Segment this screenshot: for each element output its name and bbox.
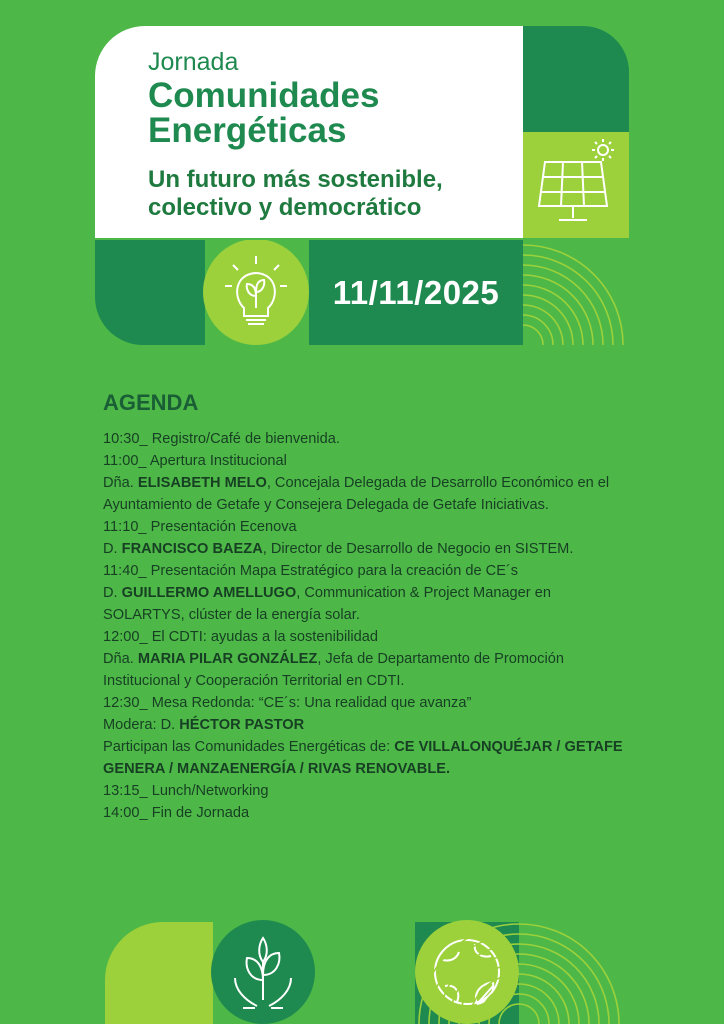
footer-decoration [105,920,625,1024]
agenda-item-text: Lunch/Networking [151,783,269,799]
agenda-item [103,472,623,516]
event-title-line2: Energéticas [148,111,347,150]
agenda-item-text: Apertura Institucional [149,453,287,469]
event-title-line1: Comunidades [148,76,380,115]
agenda-item-time: 12:00_ [103,629,148,645]
agenda-item-prefix: D. [103,585,118,601]
event-subtitle-line2: colectivo y democrático [148,194,422,221]
agenda-item-time: 11:40_ [103,563,147,579]
agenda-item [103,428,623,450]
agenda-item [103,626,623,648]
agenda-item-prefix: Participan las Comunidades Energéticas de: [103,739,391,755]
agenda-item [103,714,623,736]
agenda-item-time: 13:15_ [103,783,148,799]
agenda-item [103,802,623,824]
agenda-item [103,450,623,472]
agenda-item-text: Presentación Mapa Estratégico para la creación de CE´s [150,563,519,579]
agenda-item [103,582,623,626]
solar-panel-tile [523,132,629,238]
agenda-item-name: MARIA PILAR GONZÁLEZ [137,651,318,667]
event-subtitle [148,166,508,222]
agenda-item [103,648,623,692]
agenda-item-time: 10:30_ [103,431,148,447]
header-left-block [95,240,205,345]
agenda-item-text: , Concejala Delegada de Desarrollo Económico en el Ayuntamiento de Getafe y Consejera Delegada de Getafe Iniciativas. [103,475,610,513]
agenda-item [103,692,623,714]
agenda-item-time: 11:00_ [103,453,147,469]
agenda-item-prefix: Dña. [103,475,134,491]
lightbulb-tile [203,240,309,345]
solar-panel-icon [523,132,629,238]
agenda-item-text: , Communication & Project Manager en SOLARTYS, clúster de la energía solar. [103,585,551,623]
agenda-item-name: GUILLERMO AMELLUGO [121,585,297,601]
agenda-item-text: , Jefa de Departamento de Promoción Institucional y Cooperación Territorial en CDTI. [103,651,564,689]
agenda-item-prefix: Dña. [103,651,134,667]
agenda-title: AGENDA [103,390,199,415]
agenda-item-text: Fin de Jornada [151,805,250,821]
event-subtitle-line1: Un futuro más sostenible, [148,166,443,193]
agenda-item-time: 12:30_ [103,695,148,711]
agenda-item-text: Registro/Café de bienvenida. [151,431,340,447]
agenda-item-time: 11:10_ [103,519,147,535]
agenda-item [103,538,623,560]
event-date: 11/11/2025 [332,273,500,311]
agenda-item-text: , Director de Desarrollo de Negocio en SISTEM. [262,541,574,557]
agenda-list [103,428,623,824]
agenda-item-name: ELISABETH MELO [137,475,267,491]
agenda-item-text: Presentación Ecenova [150,519,297,535]
agenda-item-time: 14:00_ [103,805,148,821]
agenda-item [103,736,623,780]
agenda-item-name: CE VILLALONQUÉJAR / GETAFE GENERA / MANZAENERGÍA / RIVAS RENOVABLE. [103,739,623,777]
agenda-item-text: Mesa Redonda: “CE´s: Una realidad que avanza” [151,695,472,711]
agenda-item [103,560,623,582]
agenda-item [103,516,623,538]
agenda-item-text: El CDTI: ayudas a la sostenibilidad [151,629,379,645]
event-kicker: Jornada [148,48,239,76]
agenda-item-name: FRANCISCO BAEZA [121,541,263,557]
agenda-item-prefix: Modera: D. [103,717,176,733]
agenda-item-name: HÉCTOR PASTOR [179,717,305,733]
agenda-item-prefix: D. [103,541,118,557]
header-corner-block [523,26,629,132]
event-title [148,78,508,148]
arc-rings-decoration [523,238,629,345]
agenda-item [103,780,623,802]
